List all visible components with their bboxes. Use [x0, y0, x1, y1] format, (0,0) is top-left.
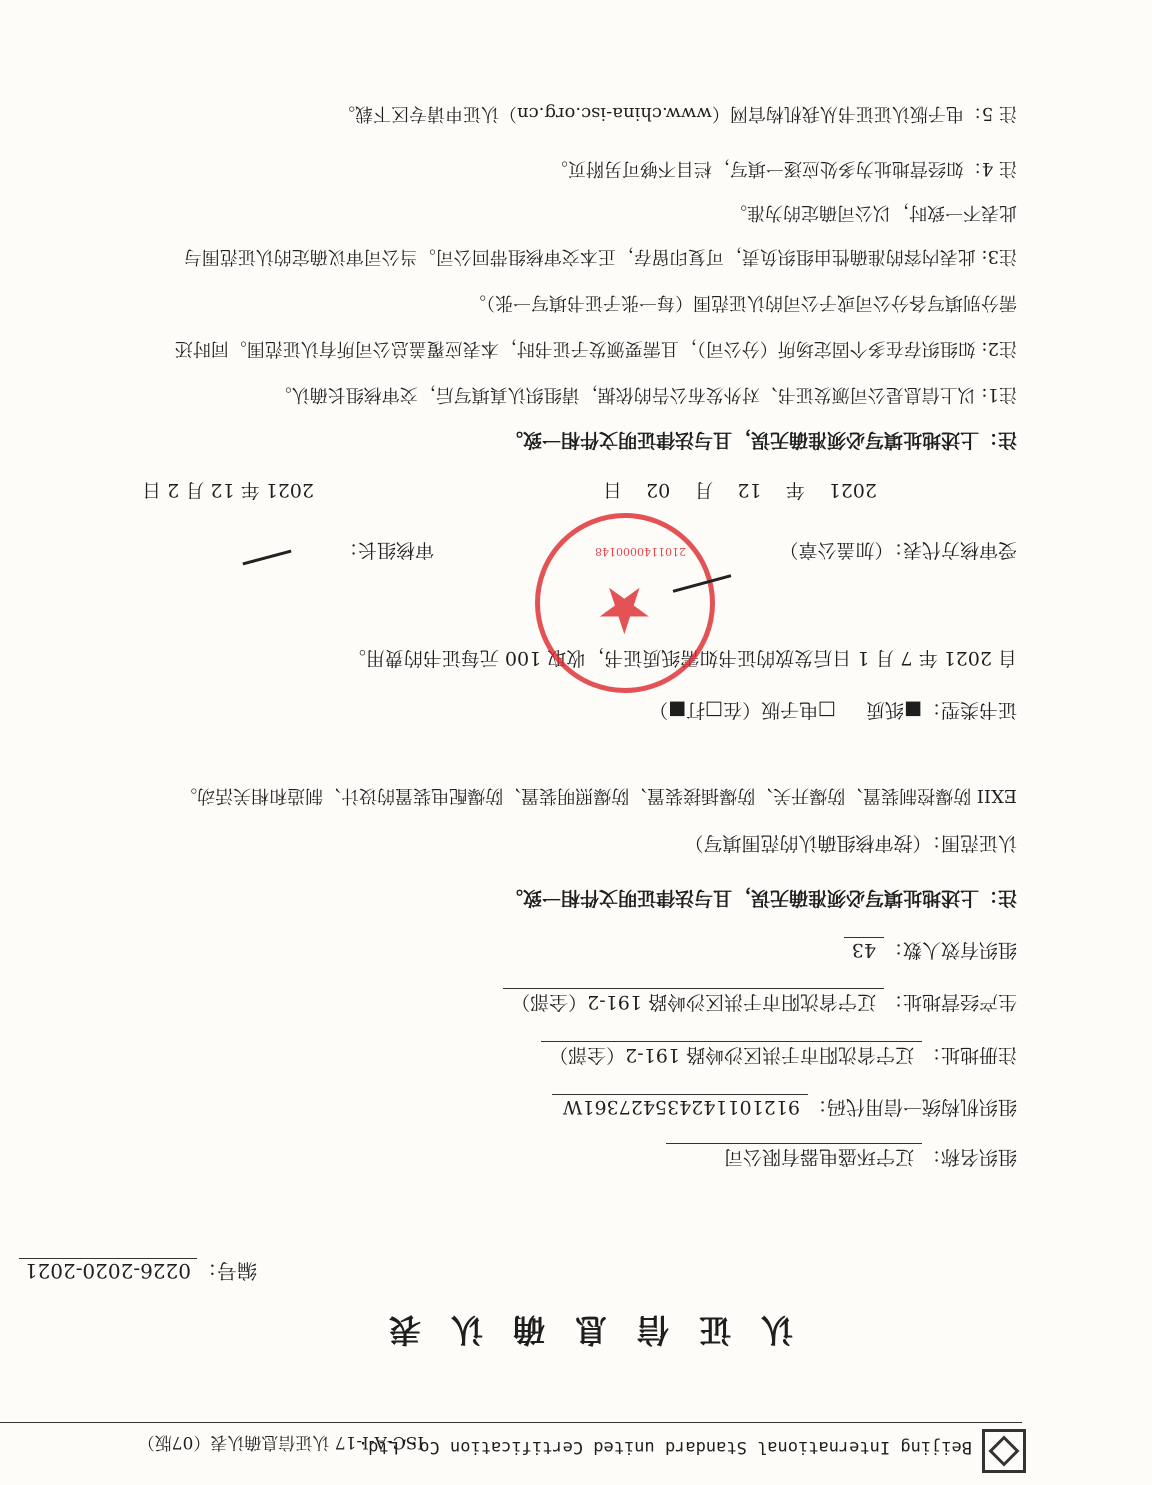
- note-address: 注：上述地址填写必须准确无误，且与法律证明文件相一致。: [503, 429, 1017, 451]
- address-note: 注：上述地址填写必须准确无误，且与法律证明文件相一致。: [503, 887, 1017, 909]
- client-date-month: 12: [737, 479, 762, 501]
- number-value: 0226-2020-2021: [19, 1258, 197, 1283]
- cert-type-paper: ■纸质: [866, 699, 922, 721]
- op-addr-value: 辽宁省沈阳市于洪区沙岭路 191-2（全部）: [503, 988, 884, 1017]
- scope-text: EXII 防爆控制装置、防爆开关、防爆插接装置、防爆照明装置、防爆配电装置的设计、制造和相关活动。: [179, 785, 1017, 806]
- reg-addr-row: [541, 1041, 1017, 1070]
- note-3-cont: 此表不一致时，以公司确定的为准。: [729, 202, 1017, 223]
- document-number: [19, 1258, 257, 1287]
- scope-label: 认证范围：（按审核组确认的范围填写）: [684, 832, 1017, 854]
- leader-date: 2021 年 12 月 2 日: [142, 479, 314, 501]
- org-code-label: 组织机构统一信用代码：: [807, 1096, 1017, 1118]
- client-date-year-unit: 年: [785, 479, 805, 501]
- note-3: 注3: 此表内容的准确性由组织负责，可复印留存，正本交审核组带回公司。当公司审议确定的认证范围与: [183, 246, 1017, 267]
- client-date: [603, 478, 877, 505]
- leader-label: 审核组长：: [338, 539, 434, 561]
- client-date-day: 02: [646, 479, 671, 501]
- fee-note: 自 2021 年 7 月 1 日后发放的证书如需纸质证书，收取 100 元每证书的费用。: [346, 647, 1017, 669]
- staff-row: [844, 937, 1017, 965]
- org-name-label: 组织名称：: [921, 1146, 1017, 1168]
- leader-signature-icon: [242, 550, 291, 566]
- header-divider: [0, 1422, 1022, 1423]
- client-date-day-unit: 日: [602, 479, 622, 501]
- op-addr-row: [503, 988, 1017, 1017]
- company-name-en: Beijing International Standard united Certification Co.,Ltd.: [357, 1437, 972, 1457]
- client-date-month-unit: 月: [694, 479, 714, 501]
- cert-type-label: 证书类型：: [921, 699, 1017, 721]
- client-rep-label: 受审核方代表：（加盖公章）: [779, 539, 1017, 561]
- header: [0, 1423, 1152, 1483]
- org-name-row: [666, 1143, 1017, 1172]
- cert-type-electronic: □电子版（在□打■）: [649, 699, 837, 721]
- form-code: ISC-A-I-17 认证信息确认表（07版）: [137, 1432, 424, 1452]
- note-5: 注 5：电子版认证证书从我机构官网（www.china-isc.org.cn）认证申请专区下载。: [337, 103, 1017, 124]
- op-addr-label: 生产经营地址：: [883, 991, 1017, 1013]
- org-code-row: [552, 1094, 1017, 1122]
- note-4: 注 4：如经营地址为多处应逐一填写，栏目不够可另附页。: [549, 158, 1017, 179]
- org-name-value: 辽宁环盛电器有限公司: [666, 1143, 922, 1172]
- seal-number: 2101140000148: [595, 545, 686, 558]
- note-2: 注2: 如组织存在多个固定场所（分公司），且需要颁发子证书时，本表应覆盖总公司所有认证范围。同时还: [174, 338, 1017, 359]
- page-title: 认证信息确认表: [359, 1311, 794, 1349]
- reg-addr-value: 辽宁省沈阳市于洪区沙岭路 191-2（全部）: [541, 1041, 922, 1070]
- staff-value: 43: [844, 937, 884, 961]
- company-seal-icon: ★ 2101140000148: [535, 513, 715, 693]
- org-code-value: 912101142435427361W: [552, 1094, 808, 1118]
- number-label: 编号：: [197, 1259, 257, 1283]
- reg-addr-label: 注册地址：: [921, 1044, 1017, 1066]
- note-2-cont: 需分别填写各分公司或子公司的认证范围（每一张子证书填写一张）。: [468, 292, 1017, 313]
- cert-type-row: [649, 698, 1017, 725]
- client-date-year: 2021: [828, 479, 877, 501]
- staff-label: 组织有效人数：: [883, 939, 1017, 961]
- note-1: 注1: 以上信息是公司颁发证书、对外发布公告的依据，请组织认真填写后，交审核组长确认。: [273, 384, 1017, 405]
- logo-icon: [982, 1429, 1026, 1473]
